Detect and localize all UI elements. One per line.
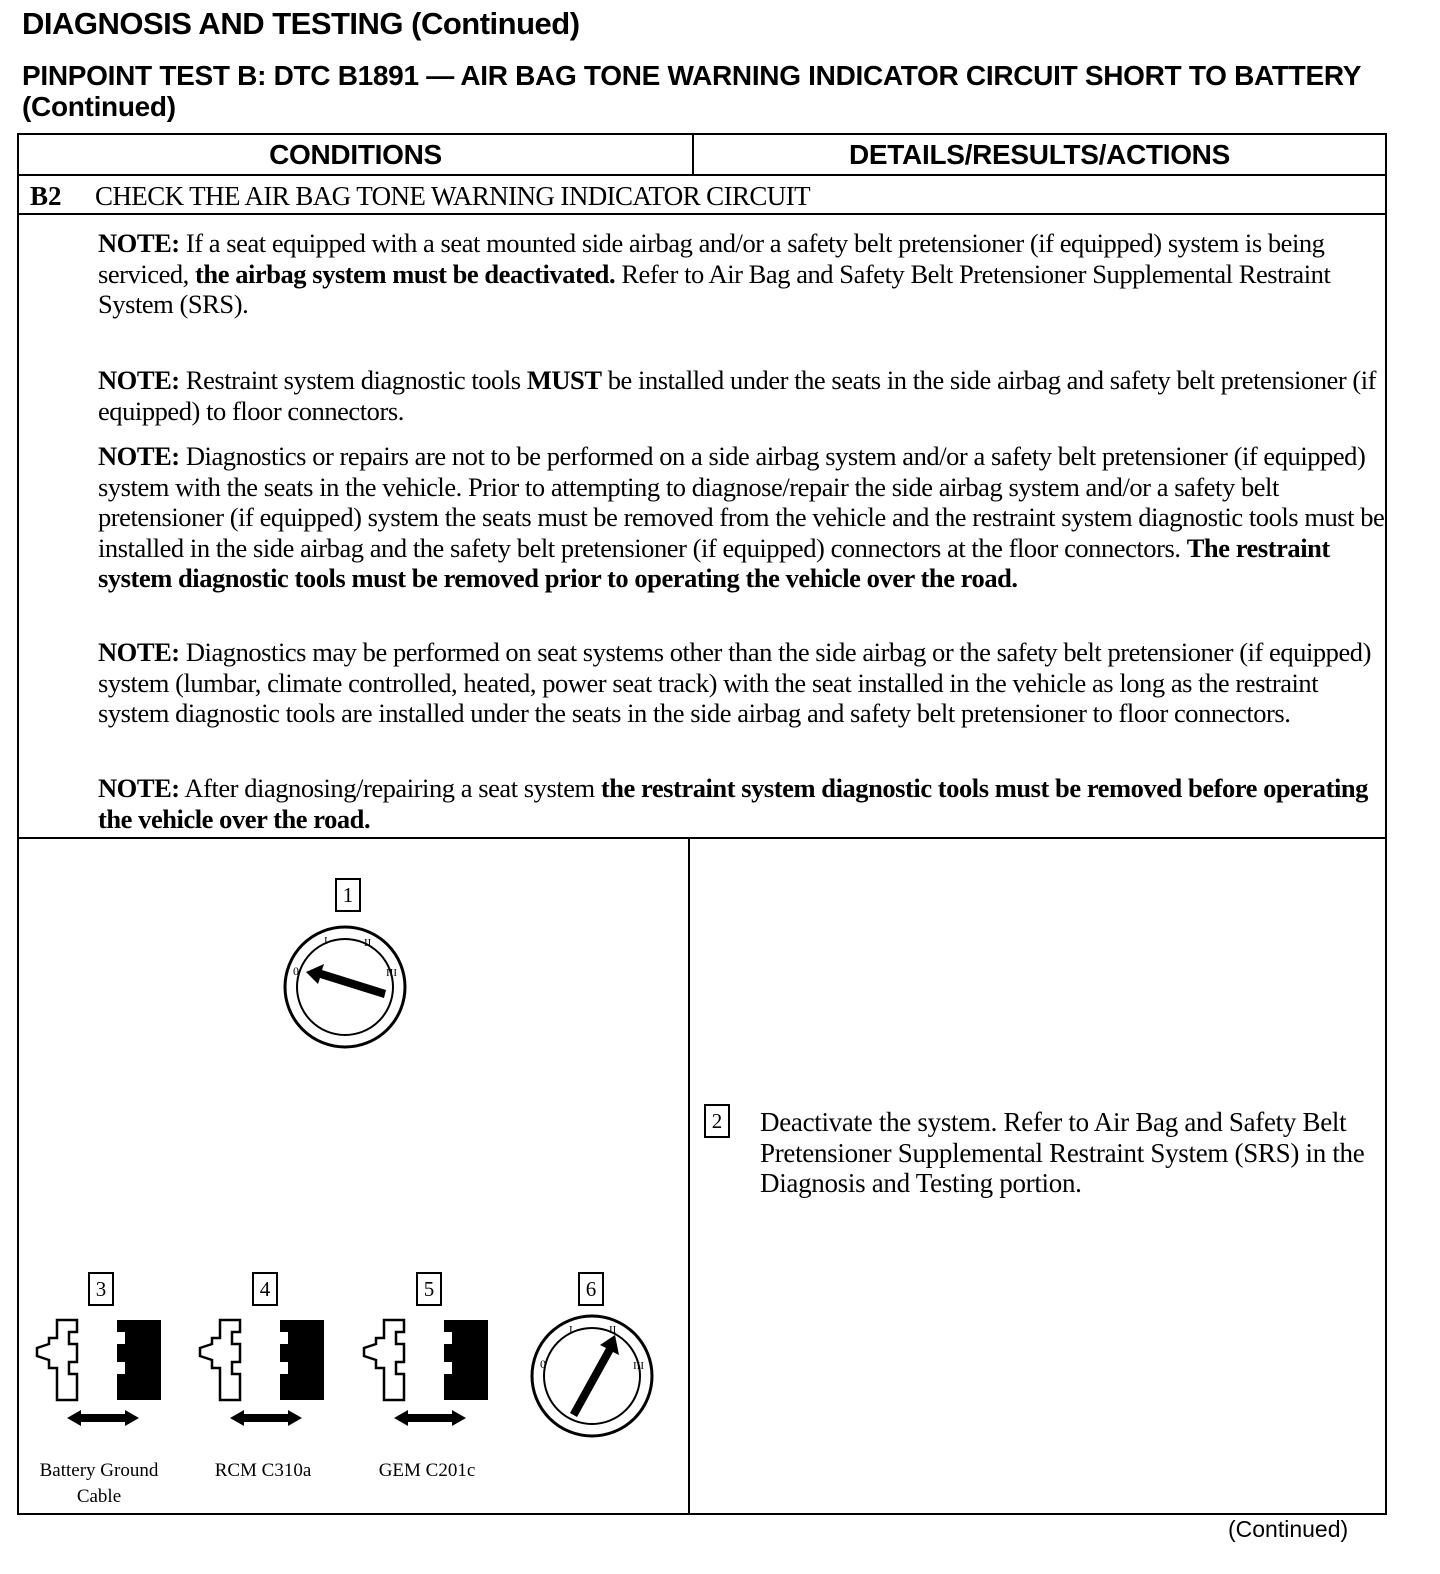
ignition-mark: III [633, 1360, 644, 1372]
conditions-header: CONDITIONS [269, 139, 442, 170]
ignition-switch-run-icon [527, 1311, 657, 1441]
rcm-connector-icon [198, 1318, 328, 1438]
callout-2: 2 [704, 1104, 730, 1138]
caption-gem: GEM C201c [378, 1460, 476, 1481]
note-text: After diagnosing/repairing a seat system [179, 773, 601, 803]
action-text: Deactivate the system. Refer to Air Bag and Safety Belt Pretensioner Supplemental Restraint System (SRS) in the Diagnosis and Testing portion. [760, 1107, 1365, 1198]
pinpoint-test-title: PINPOINT TEST B: DTC B1891 — AIR BAG TONE WARNING INDICATOR CIRCUIT SHORT TO BATTERY (Continued) [22, 60, 1361, 122]
caption-battery-ground-cable: Battery Ground Cable [39, 1460, 159, 1507]
step-row [19, 178, 1379, 214]
note-2 [98, 365, 1388, 426]
table-rule [17, 837, 1387, 839]
ignition-mark: I [324, 935, 328, 947]
note-emphasis: The restraint system diagnostic tools must be removed prior to operating the vehicle over the road. [98, 532, 1330, 593]
note-5 [98, 773, 1388, 834]
callout-4: 4 [252, 1272, 278, 1306]
note-text: Restraint system diagnostic tools [179, 365, 527, 395]
ignition-mark: 0 [540, 1357, 546, 1371]
caption-rcm: RCM C310a [214, 1460, 312, 1481]
continued-label: (Continued) [1228, 1516, 1349, 1542]
ignition-switch-off-icon [280, 922, 410, 1052]
note-label: NOTE: [98, 228, 180, 258]
note-3 [98, 441, 1388, 594]
note-emphasis: the airbag system must be deactivated. [195, 258, 616, 289]
note-text: Diagnostics may be performed on seat systems other than the side airbag or the safety belt pretensioner (if equipped) system (lumbar, climate controlled, heated, power seat track) with the seat installed in the vehicle as long as the restraint system diagnostic tools are installed under the seats in the side airbag and safety belt pretensioner to floor connectors. [98, 637, 1371, 728]
column-divider [688, 837, 690, 1515]
section-title: DIAGNOSIS AND TESTING (Continued) [22, 6, 580, 41]
note-text: Refer to Air Bag and Safety Belt Pretensioner Supplemental Restraint System (SRS). [98, 258, 1331, 319]
table-rule [17, 174, 1387, 176]
callout-5: 5 [416, 1272, 442, 1306]
ignition-mark: I [569, 1324, 573, 1336]
details-header: DETAILS/RESULTS/ACTIONS [849, 139, 1230, 170]
ignition-mark: II [609, 1324, 617, 1336]
note-label: NOTE: [98, 773, 180, 803]
ignition-mark: II [364, 937, 372, 949]
step-number: B2 [30, 181, 62, 211]
note-text: If a seat equipped with a seat mounted side airbag and/or a safety belt pretensioner (if equipped) system is being serviced, [98, 228, 1325, 289]
note-emphasis: the restraint system diagnostic tools must be removed before operating the vehicle over the road. [98, 773, 1368, 834]
gem-connector-icon [362, 1318, 492, 1438]
battery-ground-connector-icon [35, 1318, 165, 1438]
note-text: Diagnostics or repairs are not to be performed on a side airbag system and/or a safety belt pretensioner (if equipped) system with the seats in the vehicle. Prior to attempting to diagnose/repair the side airbag system and/or a safety belt pretensioner (if equipped) system the seats must be removed from the vehicle and the restraint system diagnostic tools must be installed in the side airbag and the safety belt pretensioner (if equipped) connectors at the floor connectors. [98, 441, 1385, 563]
ignition-mark: III [386, 967, 397, 979]
note-text: be installed under the seats in the side airbag and safety belt pretensioner (if equipped) to floor connectors. [98, 365, 1377, 426]
ignition-mark: 0 [293, 964, 299, 978]
callout-1: 1 [335, 878, 361, 912]
callout-6: 6 [578, 1272, 604, 1306]
note-4 [98, 637, 1388, 729]
note-1 [98, 228, 1388, 320]
note-label: NOTE: [98, 441, 180, 471]
note-emphasis: MUST [526, 365, 602, 395]
callout-3: 3 [88, 1272, 114, 1306]
note-label: NOTE: [98, 365, 180, 395]
step-title: CHECK THE AIR BAG TONE WARNING INDICATOR CIRCUIT [95, 181, 810, 211]
note-label: NOTE: [98, 637, 180, 667]
